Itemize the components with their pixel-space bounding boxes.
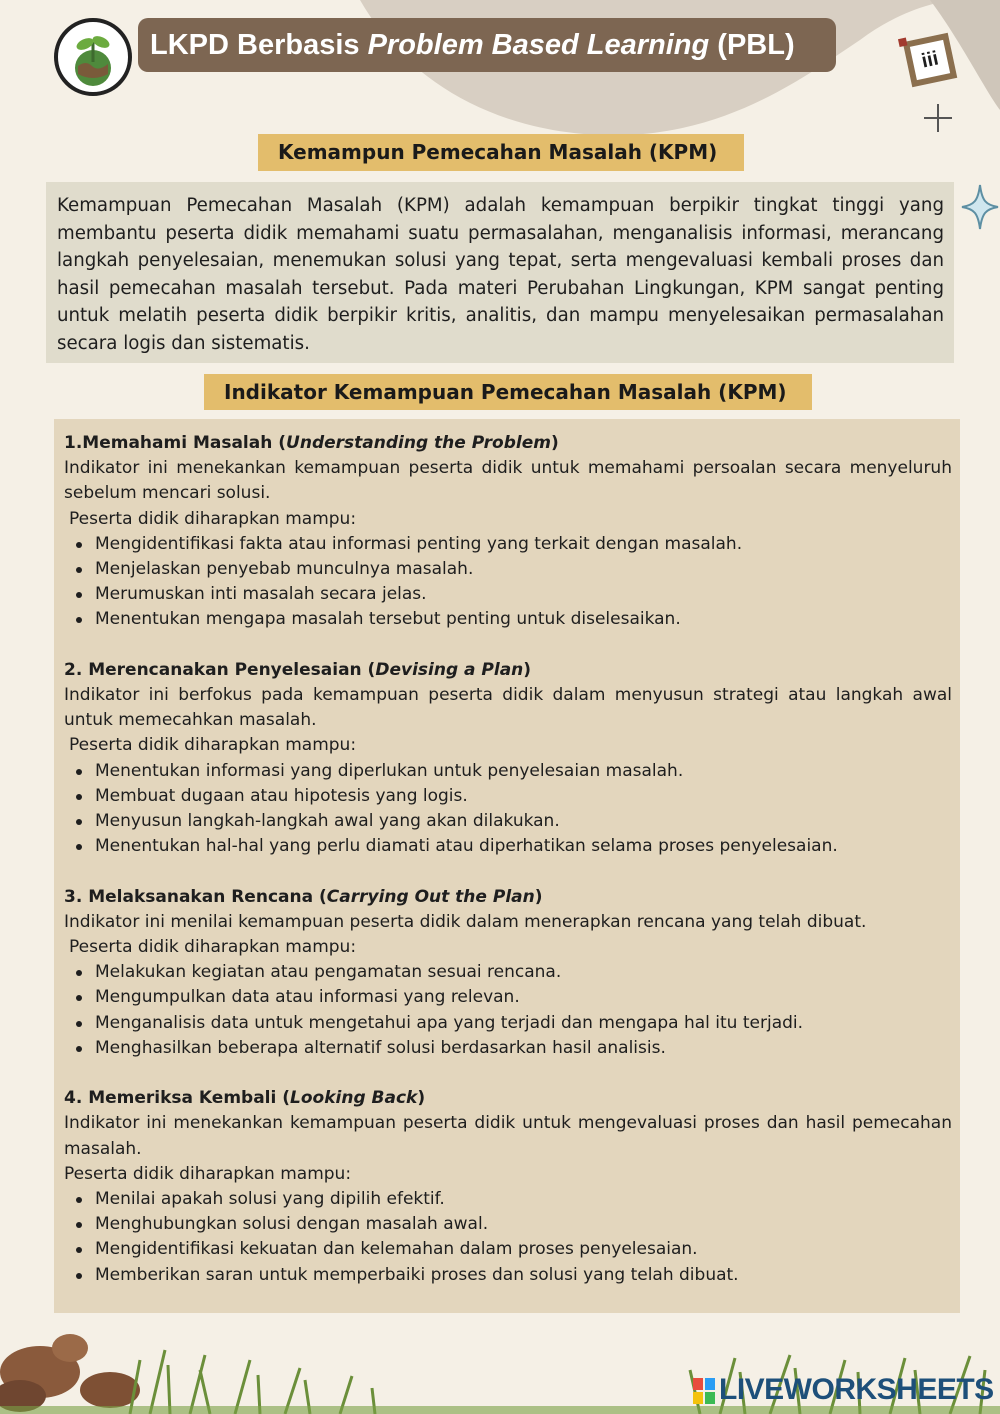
indicator-description: Indikator ini berfokus pada kemampuan peserta didik dalam menyusun strategi atau langkah awal untuk memecahkan masalah. xyxy=(64,685,952,731)
plus-decoration-icon xyxy=(920,100,956,136)
indicator-list xyxy=(64,1187,952,1288)
list-item: Mengidentifikasi fakta atau informasi penting yang terkait dengan masalah. xyxy=(64,532,952,557)
list-item: Membuat dugaan atau hipotesis yang logis. xyxy=(64,784,952,809)
list-item: Menghubungkan solusi dengan masalah awal. xyxy=(64,1212,952,1237)
list-item: Menentukan hal-hal yang perlu diamati atau diperhatikan selama proses penyelesaian. xyxy=(64,834,952,859)
indicator-heading: Indikator Kemampuan Pemecahan Masalah (KPM) xyxy=(204,374,812,410)
indicator-description: Indikator ini menekankan kemampuan peserta didik untuk memahami persoalan secara menyeluruh sebelum mencari solusi. xyxy=(64,458,952,504)
indicator-lead: Peserta didik diharapkan mampu: xyxy=(64,1163,352,1184)
indicator-list xyxy=(64,532,952,633)
indicator-section-3 xyxy=(64,885,952,1061)
list-item: Menjelaskan penyebab munculnya masalah. xyxy=(64,557,952,582)
indicator-description: Indikator ini menilai kemampuan peserta didik dalam menerapkan rencana yang telah dibuat. xyxy=(64,911,867,932)
kpm-heading: Kemampun Pemecahan Masalah (KPM) xyxy=(258,134,744,171)
list-item: Menganalisis data untuk mengetahui apa yang terjadi dan mengapa hal itu terjadi. xyxy=(64,1011,952,1036)
indicator-title: 1.Memahami Masalah (Understanding the Problem) xyxy=(64,433,559,453)
list-item: Menentukan mengapa masalah tersebut penting untuk diselesaikan. xyxy=(64,607,952,632)
indicator-section-2 xyxy=(64,658,952,860)
indicator-list xyxy=(64,960,952,1061)
indicator-title: 3. Melaksanakan Rencana (Carrying Out the Plan) xyxy=(64,886,543,907)
indicator-title: 2. Merencanakan Penyelesaian (Devising a Plan) xyxy=(64,659,532,680)
list-item: Merumuskan inti masalah secara jelas. xyxy=(64,582,952,607)
worksheet-title: LKPD Berbasis Problem Based Learning (PBL) xyxy=(138,18,836,72)
list-item: Memberikan saran untuk memperbaiki proses dan solusi yang telah dibuat. xyxy=(64,1263,952,1288)
list-item: Mengumpulkan data atau informasi yang relevan. xyxy=(64,985,952,1010)
list-item: Menyusun langkah-langkah awal yang akan dilakukan. xyxy=(64,809,952,834)
kpm-definition-box xyxy=(46,182,954,363)
plant-globe-icon xyxy=(58,22,128,92)
page-number-badge: iii xyxy=(903,33,958,88)
list-item: Menilai apakah solusi yang dipilih efektif. xyxy=(64,1187,952,1212)
indicator-lead: Peserta didik diharapkan mampu: xyxy=(69,735,357,756)
indicator-lead: Peserta didik diharapkan mampu: xyxy=(69,937,357,958)
sparkle-decoration-icon xyxy=(960,183,1000,231)
school-logo xyxy=(54,18,132,96)
kpm-definition-text: Kemampuan Pemecahan Masalah (KPM) adalah kemampuan berpikir tingkat tinggi yang membantu peserta didik memahami suatu permasalahan, menganalisis informasi, merancang langkah penyelesaian, menemukan solusi yang tepat, serta mengevaluasi kembali proses dan hasil pemecahan masalah tersebut. Pada materi Perubahan Lingkungan, KPM sangat penting untuk melatih peserta didik berpikir kritis, analitis, dan mampu menyelesaikan permasalahan secara logis dan sistematis. xyxy=(57,195,944,354)
indicator-section-1 xyxy=(64,431,952,633)
list-item: Melakukan kegiatan atau pengamatan sesuai rencana. xyxy=(64,960,952,985)
indicator-section-4 xyxy=(64,1086,952,1288)
indicator-lead: Peserta didik diharapkan mampu: xyxy=(69,508,357,529)
list-item: Menentukan informasi yang diperlukan untuk penyelesaian masalah. xyxy=(64,759,952,784)
indicator-list xyxy=(64,759,952,860)
list-item: Menghasilkan beberapa alternatif solusi berdasarkan hasil analisis. xyxy=(64,1036,952,1061)
indicator-description: Indikator ini menekankan kemampuan peserta didik untuk mengevaluasi proses dan hasil pemecahan masalah. xyxy=(64,1113,952,1159)
indicator-box xyxy=(54,419,960,1313)
indicator-title: 4. Memeriksa Kembali (Looking Back) xyxy=(64,1088,426,1109)
liveworksheets-logo-icon xyxy=(693,1378,715,1404)
liveworksheets-watermark: LIVEWORKSHEETS xyxy=(693,1372,994,1408)
list-item: Mengidentifikasi kekuatan dan kelemahan dalam proses penyelesaian. xyxy=(64,1237,952,1262)
